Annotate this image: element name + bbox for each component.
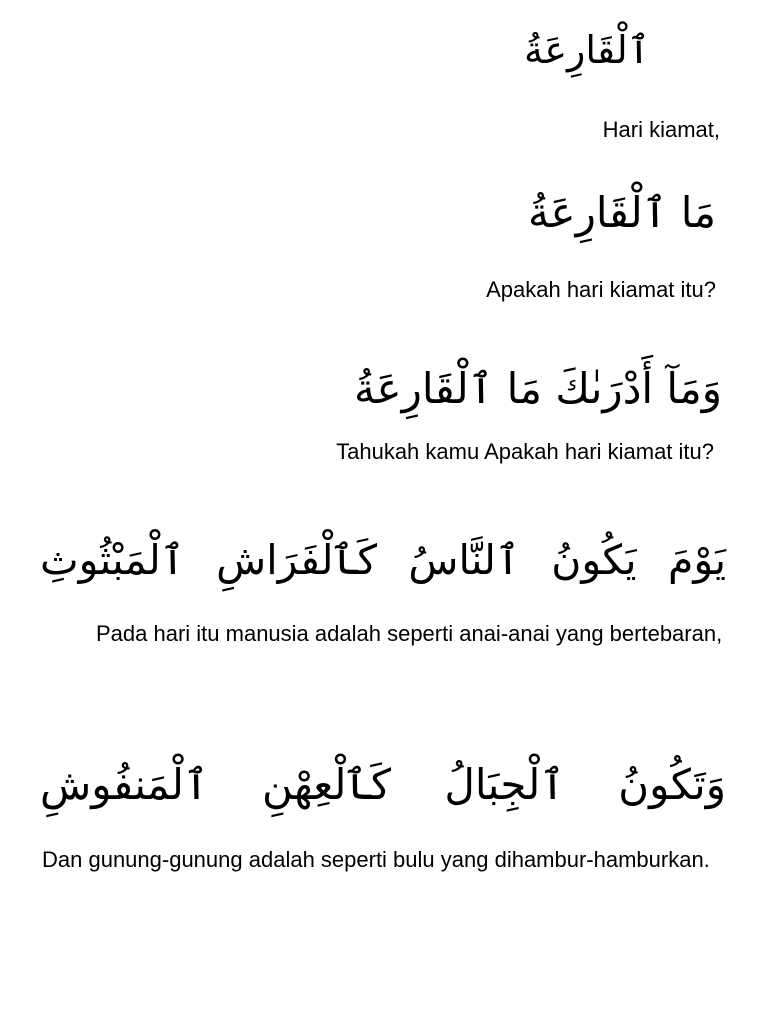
verse-1-arabic: ٱلْقَارِعَةُ xyxy=(523,28,650,72)
verse-2-translation: Apakah hari kiamat itu? xyxy=(486,277,716,302)
verse-1-translation: Hari kiamat, xyxy=(602,117,720,142)
verse-5-translation: Dan gunung-gunung adalah seperti bulu yang dihambur-hamburkan. xyxy=(42,847,710,872)
verse-2-arabic: مَا ٱلْقَارِعَةُ xyxy=(528,188,716,237)
verse-4-arabic: يَوْمَ يَكُونُ ٱلنَّاسُ كَٱلْفَرَاشِ ٱلْمَبْثُوثِ xyxy=(40,536,726,584)
verse-4-translation: Pada hari itu manusia adalah seperti anai-anai yang bertebaran, xyxy=(96,621,723,646)
verse-5-arabic: وَتَكُونُ ٱلْجِبَالُ كَٱلْعِهْنِ ٱلْمَنفُوشِ xyxy=(40,760,726,809)
verse-3-translation: Tahukah kamu Apakah hari kiamat itu? xyxy=(336,439,714,464)
verse-3-arabic: وَمَآ أَدْرَىٰكَ مَا ٱلْقَارِعَةُ xyxy=(354,364,722,413)
